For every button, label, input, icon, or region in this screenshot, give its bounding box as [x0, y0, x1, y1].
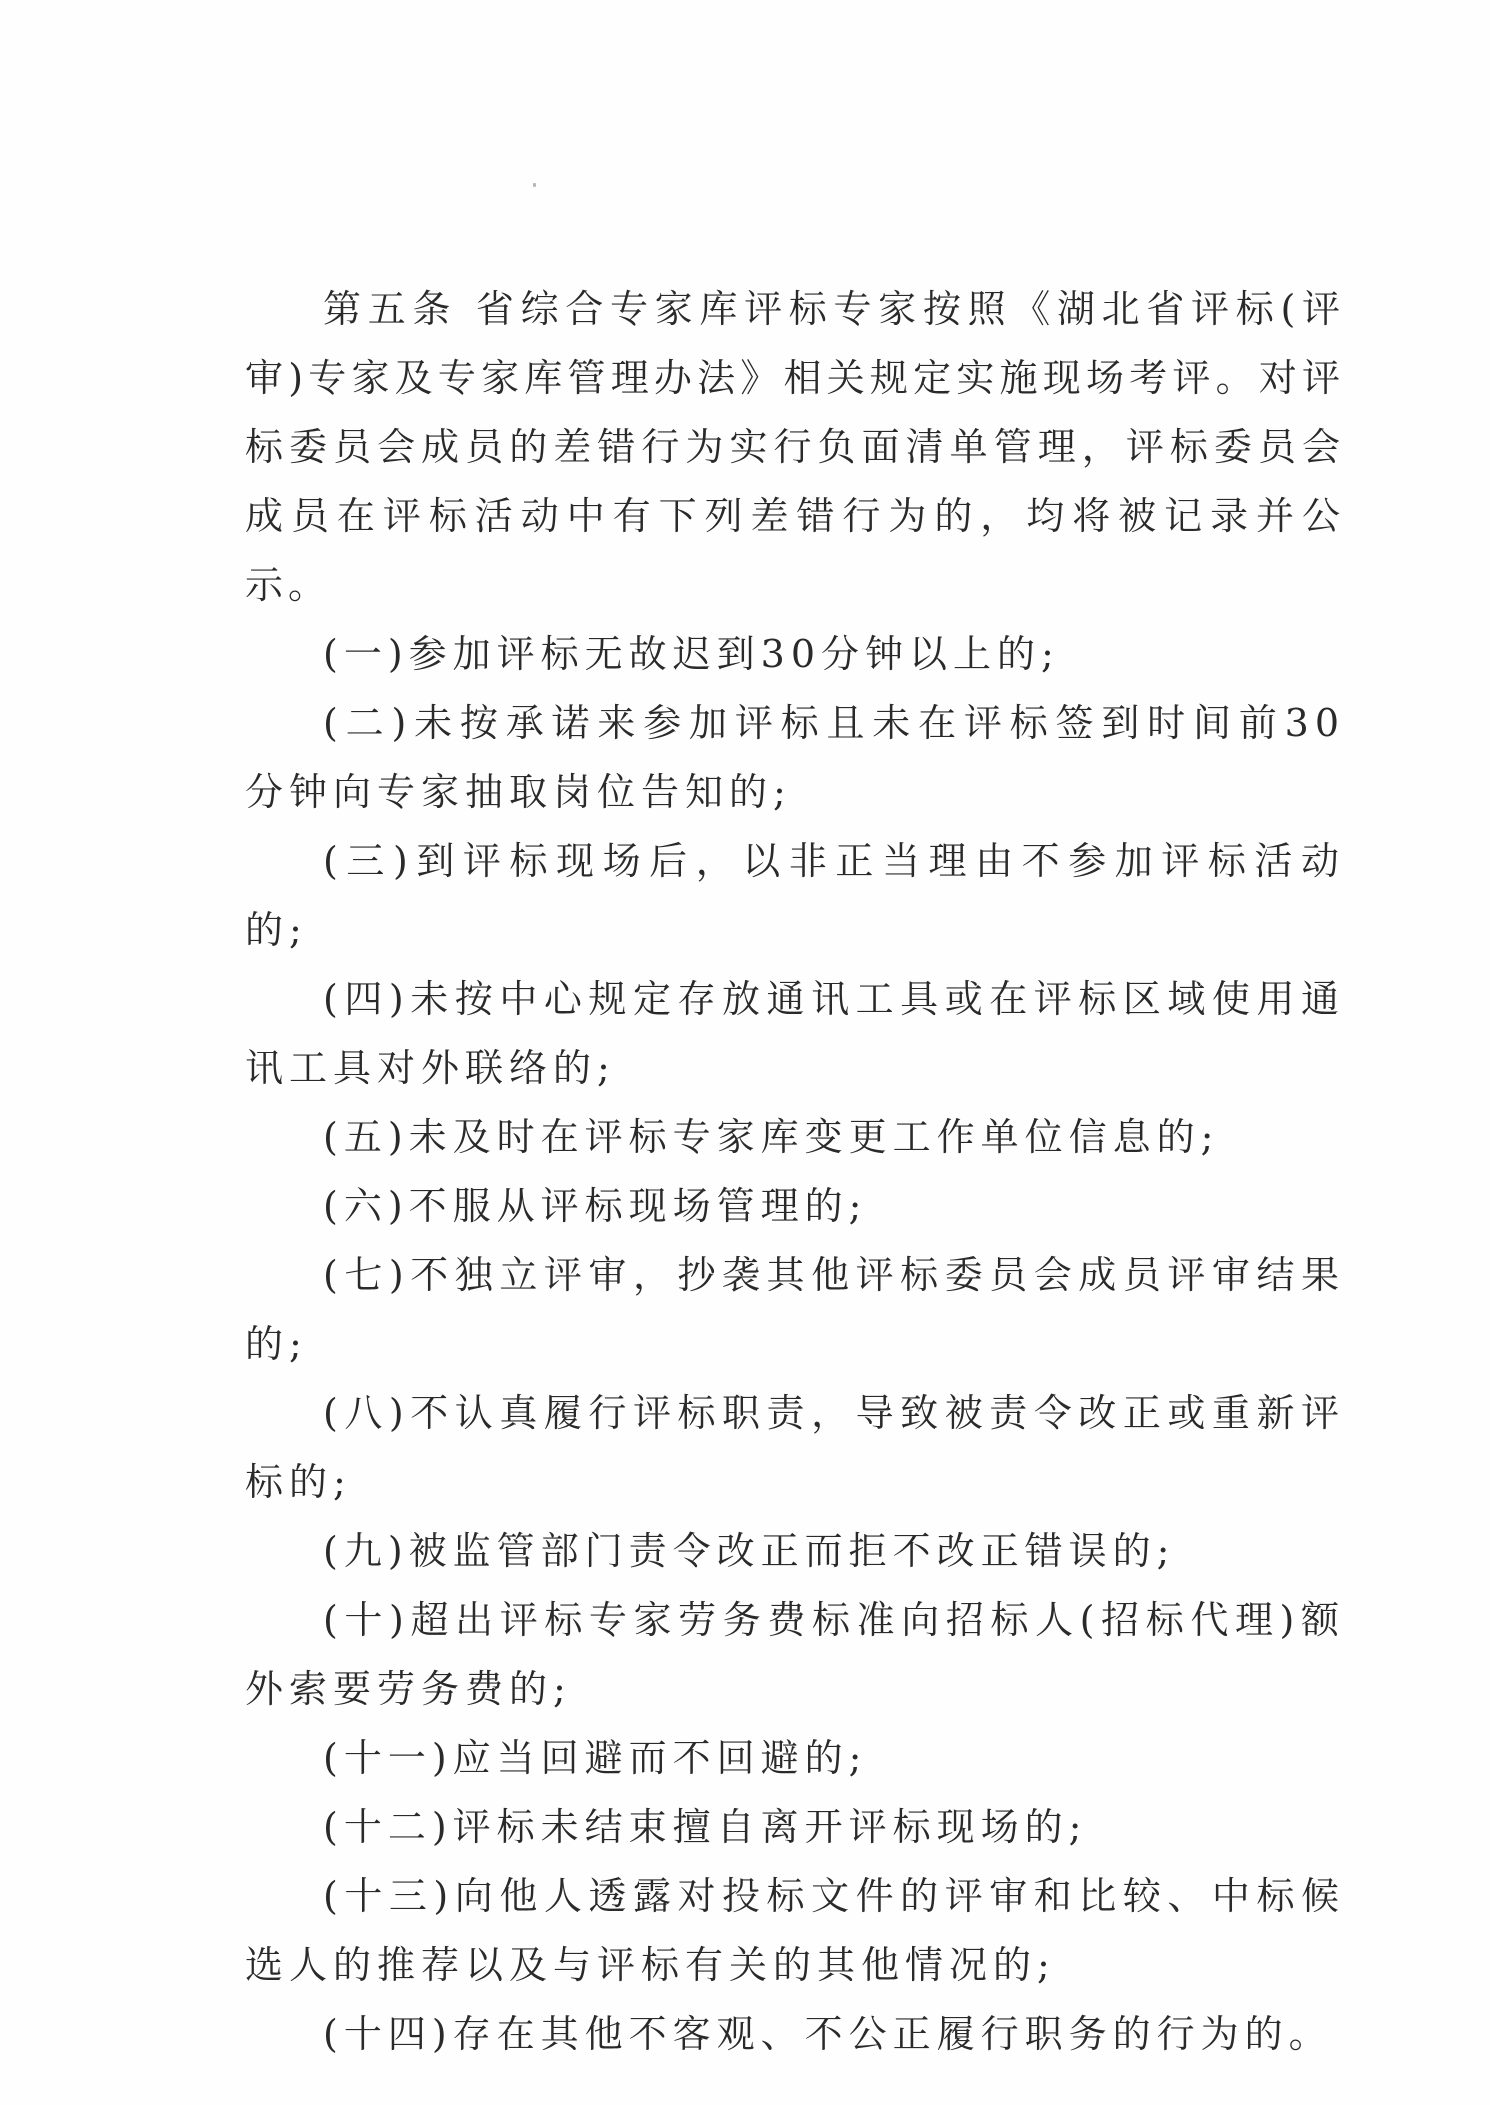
list-item-12: (十二)评标未结束擅自离开评标现场的; [323, 1805, 1088, 1849]
list-item-2: (二)未按承诺来参加评标且未在评标签到时间前30分钟向专家抽取岗位告知的; [245, 701, 1345, 814]
article-5-paragraph: 第五条 省综合专家库评标专家按照《湖北省评标(评审)专家及专家库管理办法》相关规定实施现场考评。对评标委员会成员的差错行为实行负面清单管理，评标委员会成员在评标活动中有下列差错行为的，均将被记录并公示。 [245, 287, 1345, 607]
list-item-5: (五)未及时在评标专家库变更工作单位信息的; [323, 1115, 1220, 1159]
document-body [245, 275, 1345, 2069]
scan-speck [533, 183, 536, 187]
list-item-11: (十一)应当回避而不回避的; [323, 1736, 868, 1780]
list-item-4: (四)未按中心规定存放通讯工具或在评标区域使用通讯工具对外联络的; [245, 977, 1345, 1090]
list-item-8: (八)不认真履行评标职责，导致被责令改正或重新评标的; [245, 1391, 1345, 1504]
list-item-14: (十四)存在其他不客观、不公正履行职务的行为的。 [323, 2012, 1333, 2056]
list-item-7: (七)不独立评审，抄袭其他评标委员会成员评审结果的; [245, 1253, 1345, 1366]
list-item-9: (九)被监管部门责令改正而拒不改正错误的; [323, 1529, 1176, 1573]
list-item-6: (六)不服从评标现场管理的; [323, 1184, 868, 1228]
list-item-10: (十)超出评标专家劳务费标准向招标人(招标代理)额外索要劳务费的; [245, 1598, 1345, 1711]
list-item-3: (三)到评标现场后，以非正当理由不参加评标活动的; [245, 839, 1345, 952]
list-item-1: (一)参加评标无故迟到30分钟以上的; [323, 632, 1060, 676]
list-item-13: (十三)向他人透露对投标文件的评审和比较、中标候选人的推荐以及与评标有关的其他情况的; [245, 1874, 1345, 1987]
